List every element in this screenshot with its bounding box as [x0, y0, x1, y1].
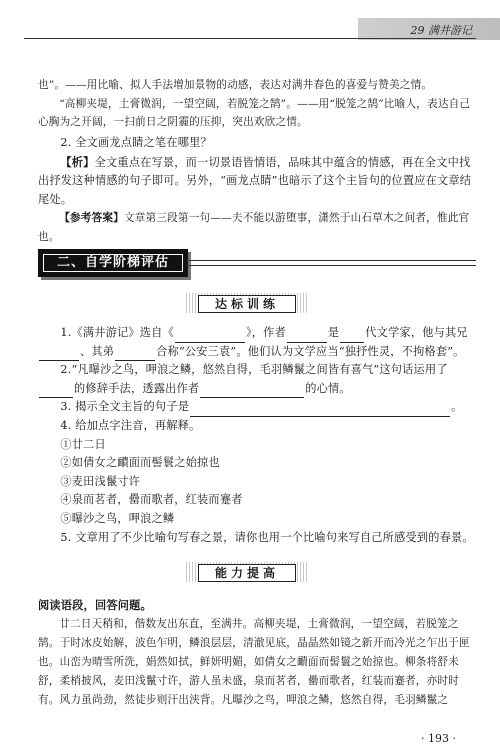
subtitle-standard-training	[186, 293, 308, 313]
answer-label: 【参考答案】	[59, 212, 124, 225]
blank-dynasty[interactable]	[340, 329, 364, 343]
subtitle-label: 达标训练	[198, 295, 296, 313]
page-header	[0, 18, 500, 40]
explanation-line-2: “高柳夹堤，土膏微润，一望空阔，若脱笼之鹄”。——用“脱笼之鹄”比喻人，表达自己心胸为之开阔，一扫前日之阴霾的压抑，突出欢欣之情。	[38, 97, 471, 129]
subtitle-label: 能力提高	[198, 564, 296, 582]
section-banner	[38, 249, 188, 277]
analysis-text: 全文重点在写景，而一切景语皆情语，品味其中蕴含的情感，再在全文中找出抒发这种情感的句子即可。另外，“画龙点睛”也暗示了这个主旨句的位置应在文章结尾处。	[38, 155, 472, 206]
exercise-4: 4. 给加点字注音，再解释。	[60, 418, 201, 432]
exercise-5: 5. 文章用了不少比喻句写春之景，请你也用一个比喻句来写自己所感受到的春景。	[60, 530, 474, 544]
analysis-label: 【析】	[60, 154, 95, 169]
blank-elder-brother[interactable]	[39, 347, 79, 361]
page-number: · 193 ·	[421, 732, 456, 745]
exercise-4-item-2: ②如倩女之靧面而髻鬟之始掠也	[60, 456, 220, 470]
analysis	[38, 153, 476, 210]
chapter-title: 29 满井游记	[410, 24, 472, 37]
section-title: 二、自学阶梯评估	[43, 254, 183, 272]
exercise-1: 1.《满井游记》选自《 》，作者 是 代文学家，他与其兄、其弟 合称“公安三袁”。他们认为文学应当“独抒性灵，不拘格套”。	[38, 324, 476, 361]
exercise-4-item-3: ③麦田浅鬣寸许	[60, 474, 141, 488]
reading-block	[38, 596, 476, 710]
blank-theme-sentence[interactable]	[190, 403, 450, 417]
exercise-3: 3. 揭示全文主旨的句子是 。	[38, 398, 476, 417]
blank-mood[interactable]	[200, 384, 304, 398]
explanation-line-1: 也”。——用比喻、拟人手法增加景物的动感，表达对满井春色的喜爱与赞美之情。	[38, 79, 433, 91]
exercise-4-item-1: ①廿二日	[60, 437, 106, 451]
subtitle-ability-improvement	[186, 562, 308, 582]
exercise-2: 2.“凡曝沙之鸟，呷浪之鳞，悠然自得，毛羽鳞鬣之间皆有喜气”这句话运用了的修辞手法，透露出作者 的心情。	[38, 361, 476, 398]
question-2: 2. 全文画龙点睛之笔在哪里？	[60, 136, 212, 149]
header-rule	[24, 38, 476, 39]
blank-source-book[interactable]	[175, 329, 245, 343]
exercise-4-item-4: ④泉而茗者，罍而歌者，红装而蹇者	[60, 493, 243, 507]
banner-rule	[186, 260, 476, 266]
answer-text: 文章第三段第一句——夫不能以游堕事，潇然于山石草木之间者，惟此官也。	[38, 212, 470, 243]
reading-passage: 廿二日天稍和，偕数友出东直，至满井。高柳夹堤，土膏微润，一望空阔，若脱笼之鹄。于时冰皮始解，波色乍明，鳞浪层层，清澈见底，晶晶然如镜之新开而冷光之乍出于匣也。山峦为晴雪所洗，娟然如拭，鲜妍明媚，如倩女之靧面而髻鬟之始掠也。柳条将舒未舒，柔梢披风，麦田浅鬣寸许，游人虽未盛，泉而茗者，罍而歌者，红装而蹇者，亦时时有。风力虽尚劲，然徒步则汗出浃背。凡曝沙之鸟，呷浪之鳞，悠然自得，毛羽鳞鬣之	[38, 617, 470, 706]
blank-rhetoric[interactable]	[39, 384, 73, 398]
reference-answer	[38, 209, 476, 246]
explanation-block	[38, 76, 476, 132]
question-2-block	[38, 134, 476, 247]
blank-author[interactable]	[287, 329, 327, 343]
exercise-4-item-5: ⑤曝沙之鸟，呷浪之鳞	[60, 511, 175, 525]
reading-heading: 阅读语段，回答问题。	[38, 598, 152, 612]
exercises-block	[38, 324, 476, 547]
blank-younger-brother[interactable]	[115, 347, 155, 361]
